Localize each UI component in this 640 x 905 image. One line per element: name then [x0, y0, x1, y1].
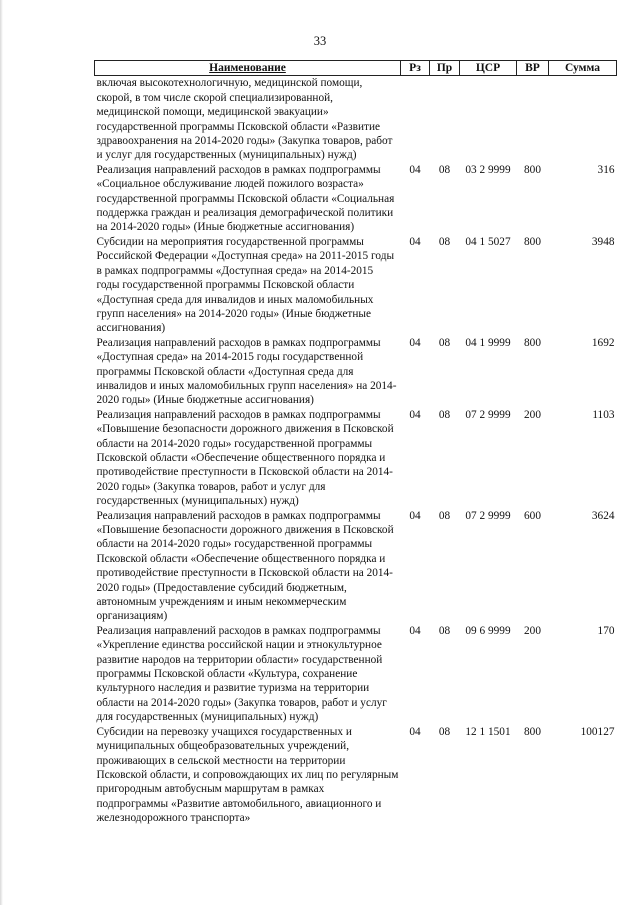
row-name: Субсидии на мероприятия государственной программы Российской Федерации «Доступная среда» на 2011-2015 годы в рамках подпрограммы «Доступная среда» на 2014-2015 годы государственной программы Псковской области «Доступная среда для инвалидов и иных маломобильных групп населения» на 2014-2020 годы» (Иные бюджетные ассигнования): [96, 235, 395, 335]
header-vr: ВР: [517, 61, 549, 76]
row-csr: 12 1 1501: [465, 725, 511, 738]
header-sum: Сумма: [549, 61, 617, 76]
row-rz: 04: [409, 163, 421, 176]
row-sum: 100127: [580, 725, 615, 738]
row-pr: 08: [438, 725, 451, 738]
table-row: [95, 624, 617, 725]
table-row: [95, 408, 617, 509]
scan-edge: [0, 0, 3, 905]
row-pr: 08: [438, 408, 451, 421]
table-row: [95, 76, 617, 163]
row-csr: 04 1 9999: [465, 336, 511, 349]
row-pr: 08: [438, 235, 451, 248]
row-rz: 04: [409, 336, 421, 349]
row-rz: [401, 76, 430, 163]
row-csr: 07 2 9999: [465, 408, 511, 421]
row-pr: [430, 76, 460, 163]
row-vr: 800: [524, 725, 541, 738]
row-sum: 3624: [591, 509, 615, 522]
table-row: [95, 163, 617, 235]
row-name: Реализация направлений расходов в рамках подпрограммы «Доступная среда» на 2014-2015 годы государственной программы Псковской области «Доступная среда для инвалидов и иных маломобильных групп населения» на 2014-2020 годы» (Иные бюджетные ассигнования): [96, 336, 397, 407]
row-pr: 08: [438, 509, 451, 522]
row-rz: 04: [409, 624, 421, 637]
row-vr: 800: [524, 163, 541, 176]
row-pr: 08: [438, 336, 451, 349]
row-vr: [517, 76, 549, 163]
row-name: Реализация направлений расходов в рамках подпрограммы «Повышение безопасности дорожного движения в Псковской области на 2014-2020 годы» государственной программы Псковской области «Обеспечение общественного порядка и противодействие преступности в Псковской области на 2014-2020 годы» (Закупка товаров, работ и услуг для государственных (муниципальных) нужд): [96, 408, 394, 508]
row-sum: 316: [597, 163, 615, 176]
row-csr: 07 2 9999: [465, 509, 511, 522]
row-rz: 04: [409, 235, 421, 248]
row-csr: 03 2 9999: [465, 163, 511, 176]
row-rz: 04: [409, 509, 421, 522]
row-sum: 3948: [591, 235, 615, 248]
row-rz: 04: [409, 408, 421, 421]
row-sum: 1692: [591, 336, 615, 349]
row-vr: 200: [524, 408, 541, 421]
row-csr: 04 1 5027: [465, 235, 511, 248]
row-name: включая высокотехнологичную, медицинской помощи, скорой, в том числе скорой специализированной, медицинской помощи, медицинской эвакуации» государственной программы Псковской области «Развитие здравоохранения на 2014-2020 годы» (Закупка товаров, работ и услуг для государственных (муниципальных) нужд): [96, 77, 393, 162]
row-name: Субсидии на перевозку учащихся государственных и муниципальных общеобразовательных учреждений, проживающих в сельской местности на территории Псковской области, и сопровождающих их лиц по регулярным пригородным автобусным маршрутам в рамках подпрограммы «Развитие автомобильного, авиационного и железнодорожного транспорта»: [96, 725, 399, 825]
table-row: [95, 235, 617, 336]
header-csr: ЦСР: [460, 61, 517, 76]
row-sum: 1103: [592, 408, 615, 421]
row-pr: 08: [438, 624, 451, 637]
row-name: Реализация направлений расходов в рамках подпрограммы «Повышение безопасности дорожного движения в Псковской области на 2014-2020 годы» государственной программы Псковской области «Обеспечение общественного порядка и противодействие преступности в Псковской области на 2014-2020 годы» (Предоставление субсидий бюджетным, автономным учреждениям и иным некоммерческим организациям): [96, 509, 394, 623]
row-sum: [549, 76, 617, 163]
row-name: Реализация направлений расходов в рамках подпрограммы «Социальное обслуживание людей пожилого возраста» государственной программы Псковской области «Социальная поддержка граждан и реализация демографической политики на 2014-2020 годы» (Иные бюджетные ассигнования): [96, 163, 395, 234]
header-row: [95, 61, 617, 76]
row-vr: 800: [524, 235, 541, 248]
row-rz: 04: [409, 725, 421, 738]
header-rz: Рз: [401, 61, 430, 76]
page-number: 33: [313, 34, 327, 48]
row-sum: 170: [597, 624, 615, 637]
header-name: Наименование: [95, 61, 401, 76]
table-body: [95, 76, 617, 826]
header-pr: Пр: [430, 61, 460, 76]
row-vr: 600: [524, 509, 541, 522]
row-vr: 800: [524, 336, 541, 349]
budget-table: [94, 60, 617, 826]
row-name: Реализация направлений расходов в рамках подпрограммы «Укрепление единства российской нации и этнокультурное развитие народов на территории области» государственной программы Псковской области «Культура, сохранение культурного наследия и развитие туризма на территории области на 2014-2020 годы» (Закупка товаров, работ и услуг для государственных (муниципальных) нужд): [96, 624, 387, 724]
table-row: [95, 509, 617, 624]
table-header: [95, 61, 617, 76]
table-row: [95, 725, 617, 826]
row-csr: 09 6 9999: [465, 624, 511, 637]
table-row: [95, 336, 617, 408]
row-vr: 200: [524, 624, 541, 637]
row-pr: 08: [438, 163, 451, 176]
row-csr: [460, 76, 517, 163]
